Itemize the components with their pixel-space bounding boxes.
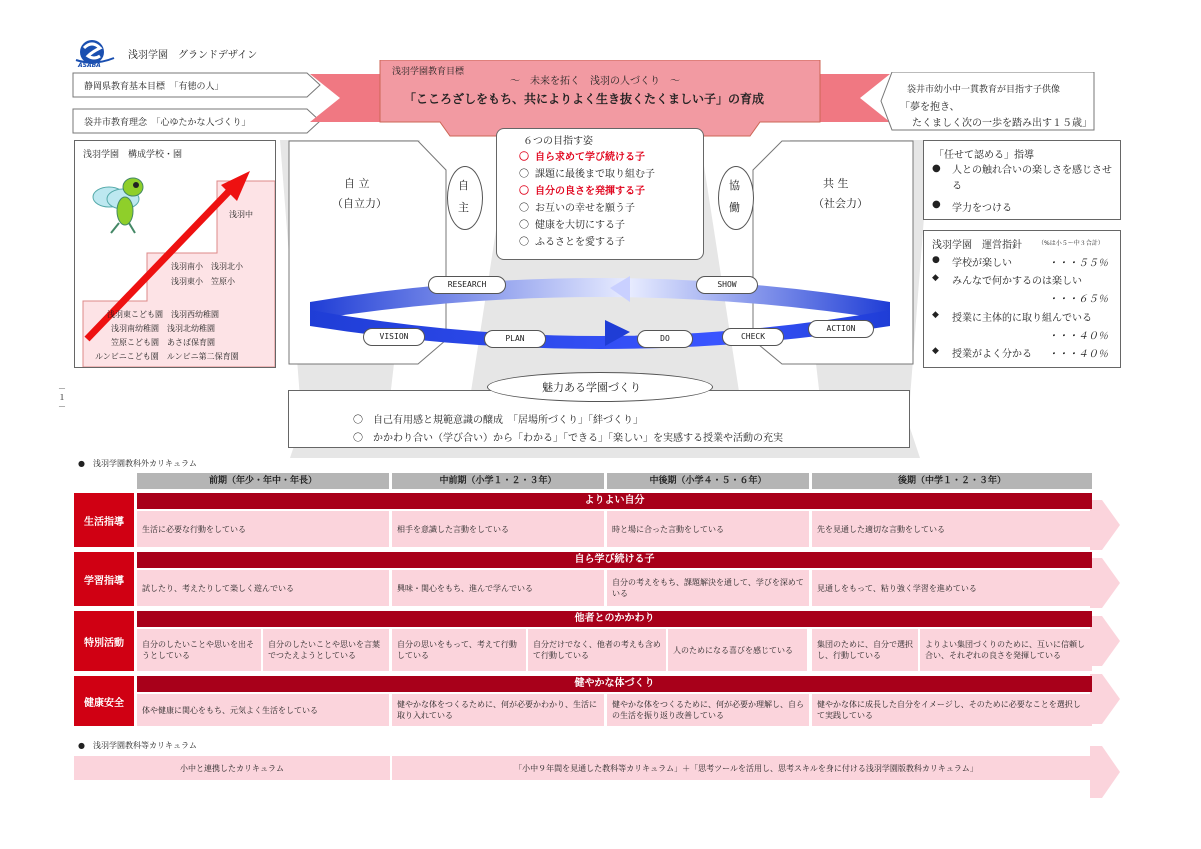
jishu-label: 自主 (458, 179, 469, 214)
unei-value-3: ・・・４０％ (1048, 331, 1108, 342)
school-elem-1: 浅羽南小 浅羽北小 (171, 262, 243, 271)
logo-text: ASABA (78, 62, 101, 69)
goal-mark: 〇 (519, 203, 529, 214)
shido-item-1: 人との触れ合いの楽しさを感じさせる (952, 165, 1112, 192)
goal-item (519, 234, 703, 251)
curriculum-cell: 先を見通した適切な言動をしている (812, 511, 1092, 547)
miryoku-item-1: 〇 自己有用感と規範意識の醸成 「居場所づくり」「絆づくり」 (353, 415, 643, 426)
period-header: 中前期（小学１・２・３年） (392, 473, 604, 489)
curriculum-cell: 自分のしたいことや思いを言葉でつたえようとしている (263, 629, 389, 671)
row-label: 健康安全 (74, 676, 134, 726)
curriculum-cell: 健やかな体に成長した自分をイメージし、そのために必要なことを選択して実践している (812, 694, 1092, 726)
vision-pill: VISION (363, 328, 425, 346)
curriculum-cell: 自分のしたいことや思いを出そうとしている (137, 629, 261, 671)
curriculum-cell: 自分の考えをもち、課題解決を通して、学びを深めている (607, 570, 809, 606)
school-kinder-1: 浅羽東こども園 浅羽西幼稚園 (107, 310, 219, 319)
goal-item (519, 217, 703, 234)
goal-text: 課題に最後まで取り組む子 (535, 169, 655, 180)
curriculum-cell: 体や健康に関心をもち、元気よく生活をしている (137, 694, 389, 726)
city-goal: 袋井市教育理念 「心ゆたかな人づくり」 (84, 118, 251, 128)
unei-value-2: ・・・６５％ (1048, 294, 1108, 305)
curriculum-cell: 相手を意識した言動をしている (392, 511, 604, 547)
grasshopper-icon (89, 167, 155, 237)
unei-note: （%は小５～中３合計） (1038, 240, 1104, 247)
subject-cell-1: 小中と連携したカリキュラム (74, 756, 390, 780)
right-goal-line1: 「夢を抱き、 (900, 102, 960, 113)
curriculum-cell: 試したり、考えたりして楽しく遊んでいる (137, 570, 389, 606)
goal-text: 自分の良さを発揮する子 (535, 186, 645, 197)
row-theme-bar: よりよい自分 (137, 493, 1092, 509)
unei-item-2: みんなで何かするのは楽しい (952, 276, 1082, 287)
school-middle: 浅羽中 (229, 210, 253, 219)
six-goals-list (519, 149, 703, 251)
miryoku-title: 魅力ある学園づくり (542, 381, 641, 394)
shido-bullet-1: ● (932, 163, 941, 174)
pdca-cycle (300, 262, 900, 362)
row-label: 特別活動 (74, 611, 134, 671)
unei-title: 浅羽学園 運営指針 (932, 240, 1022, 251)
page-title: 浅羽学園 グランドデザイン (128, 50, 258, 61)
unei-box (923, 230, 1121, 368)
curriculum-cell: 自分の思いをもって、考えて行動している (392, 629, 526, 671)
right-goal-title: 袋井市幼小中一貫教育が目指す子供像 (907, 85, 1061, 95)
school-kinder-3: 笠原こども園 あさば保育園 (111, 338, 215, 347)
unei-item-1: 学校が楽しい (952, 258, 1012, 269)
subject-cell-2: 「小中９年間を見通した教科等カリキュラム」＋「思考ツールを活用し、思考スキルを身に付ける浅羽学園版教科カリキュラム」 (392, 756, 1100, 780)
school-kinder-2: 浅羽南幼稚園 浅羽北幼稚園 (111, 324, 215, 333)
goal-text: お互いの幸せを願う子 (535, 203, 635, 214)
period-header: 前期（年少・年中・年長） (137, 473, 389, 489)
shido-box (923, 140, 1121, 220)
curriculum-cell: 生活に必要な行動をしている (137, 511, 389, 547)
kyodo-label: 協働 (729, 179, 740, 214)
unei-item-4: 授業がよく分かる (952, 349, 1032, 360)
shido-title: 「任せて認める」指導 (934, 150, 1034, 161)
row-label: 生活指導 (74, 493, 134, 547)
goal-text: 健康を大切にする子 (535, 220, 625, 231)
goal-item (519, 166, 703, 183)
subject-curriculum-title: ● 浅羽学園教科等カリキュラム (78, 741, 197, 750)
goal-item (519, 183, 703, 200)
goal-item (519, 200, 703, 217)
curriculum-cell: 興味・関心をもち、進んで学んでいる (392, 570, 604, 606)
right-goal-line2: たくましく次の一歩を踏み出す１５歳」 (912, 118, 1092, 129)
school-kinder-4: ルンビニこども園 ルンビニ第二保育園 (95, 352, 239, 361)
plan-pill: PLAN (484, 330, 546, 348)
grasshopper-mascot (89, 167, 155, 237)
period-header: 後期（中学１・２・３年） (812, 473, 1092, 489)
logo (74, 38, 118, 70)
goal-mark: 〇 (519, 169, 529, 180)
row-label: 学習指導 (74, 552, 134, 606)
jiritsu-label: 自 立 (344, 177, 370, 190)
six-goals-box (496, 128, 704, 260)
curriculum-cell: 健やかな体をつくるために、何が必要か理解し、自らの生活を振り返り改善している (607, 694, 809, 726)
six-goals-title: ６つの目指す姿 (523, 136, 593, 147)
research-pill: RESEARCH (428, 276, 506, 294)
goal-text: 自ら求めて学び続ける子 (535, 152, 645, 163)
kyosei-label: 共 生 (823, 177, 849, 190)
pref-goal: 静岡県教育基本目標 「有徳の人」 (84, 82, 224, 92)
unei-mark-3: ◆ (932, 310, 939, 320)
curriculum-cell: 見通しをもって、粘り強く学習を進めている (812, 570, 1092, 606)
curriculum-cell: 時と場に合った言動をしている (607, 511, 809, 547)
shido-bullet-2: ● (932, 199, 941, 210)
show-pill: SHOW (696, 276, 758, 294)
unei-value-1: ・・・５５％ (1048, 258, 1108, 269)
banner-label: 浅羽学園教育目標 (392, 67, 465, 77)
outside-curriculum-title: ● 浅羽学園教科外カリキュラム (78, 459, 197, 468)
curriculum-cell: よりよい集団づくりのために、互いに信頼し合い、それぞれの良さを発揮している (920, 629, 1092, 671)
row-theme-bar: 他者とのかかわり (137, 611, 1092, 627)
curriculum-cell: 集団のために、自分で選択し、行動している (812, 629, 918, 671)
unei-mark-2: ◆ (932, 273, 939, 283)
do-pill: DO (637, 330, 693, 348)
curriculum-cell: 人のためになる喜びを感じている (668, 629, 807, 671)
goal-mark: 〇 (519, 152, 529, 163)
goal-mark: 〇 (519, 237, 529, 248)
unei-item-3: 授業に主体的に取り組んでいる (952, 313, 1092, 324)
school-elem-2: 浅羽東小 笠原小 (171, 277, 235, 286)
curriculum-cell: 健やかな体をつくるために、何が必要かわかり、生活に取り入れている (392, 694, 604, 726)
banner-main: 「こころざしをもち、共によりよく生き抜くたくましい子」の育成 (404, 92, 765, 106)
curriculum-cell: 自分だけでなく、他者の考えも含めて行動している (528, 629, 666, 671)
unei-mark-1: ● (932, 255, 940, 265)
period-header: 中後期（小学４・５・６年） (607, 473, 809, 489)
jiritsu-sub: （自立力） (332, 197, 387, 210)
action-pill: ACTION (808, 320, 874, 338)
unei-mark-4: ◆ (932, 346, 939, 356)
schools-title: 浅羽学園 構成学校・園 (83, 150, 183, 160)
miryoku-item-2: 〇 かかわり合い（学び合い）から「わかる」「できる」「楽しい」を実感する授業や活動の充実 (353, 433, 783, 444)
schools-box (74, 140, 276, 368)
check-pill: CHECK (722, 328, 784, 346)
row-theme-bar: 自ら学び続ける子 (137, 552, 1092, 568)
goal-item (519, 149, 703, 166)
goal-mark: 〇 (519, 220, 529, 231)
unei-value-4: ・・・４０％ (1048, 349, 1108, 360)
kyosei-sub: （社会力） (813, 197, 868, 210)
goal-text: ふるさとを愛する子 (535, 237, 625, 248)
row-theme-bar: 健やかな体づくり (137, 676, 1092, 692)
banner-sub: ～ 未来を拓く 浅羽の人づくり ～ (510, 76, 680, 87)
goal-mark: 〇 (519, 186, 529, 197)
shido-item-2: 学力をつける (952, 203, 1012, 214)
page-number: －１－ (58, 384, 66, 411)
